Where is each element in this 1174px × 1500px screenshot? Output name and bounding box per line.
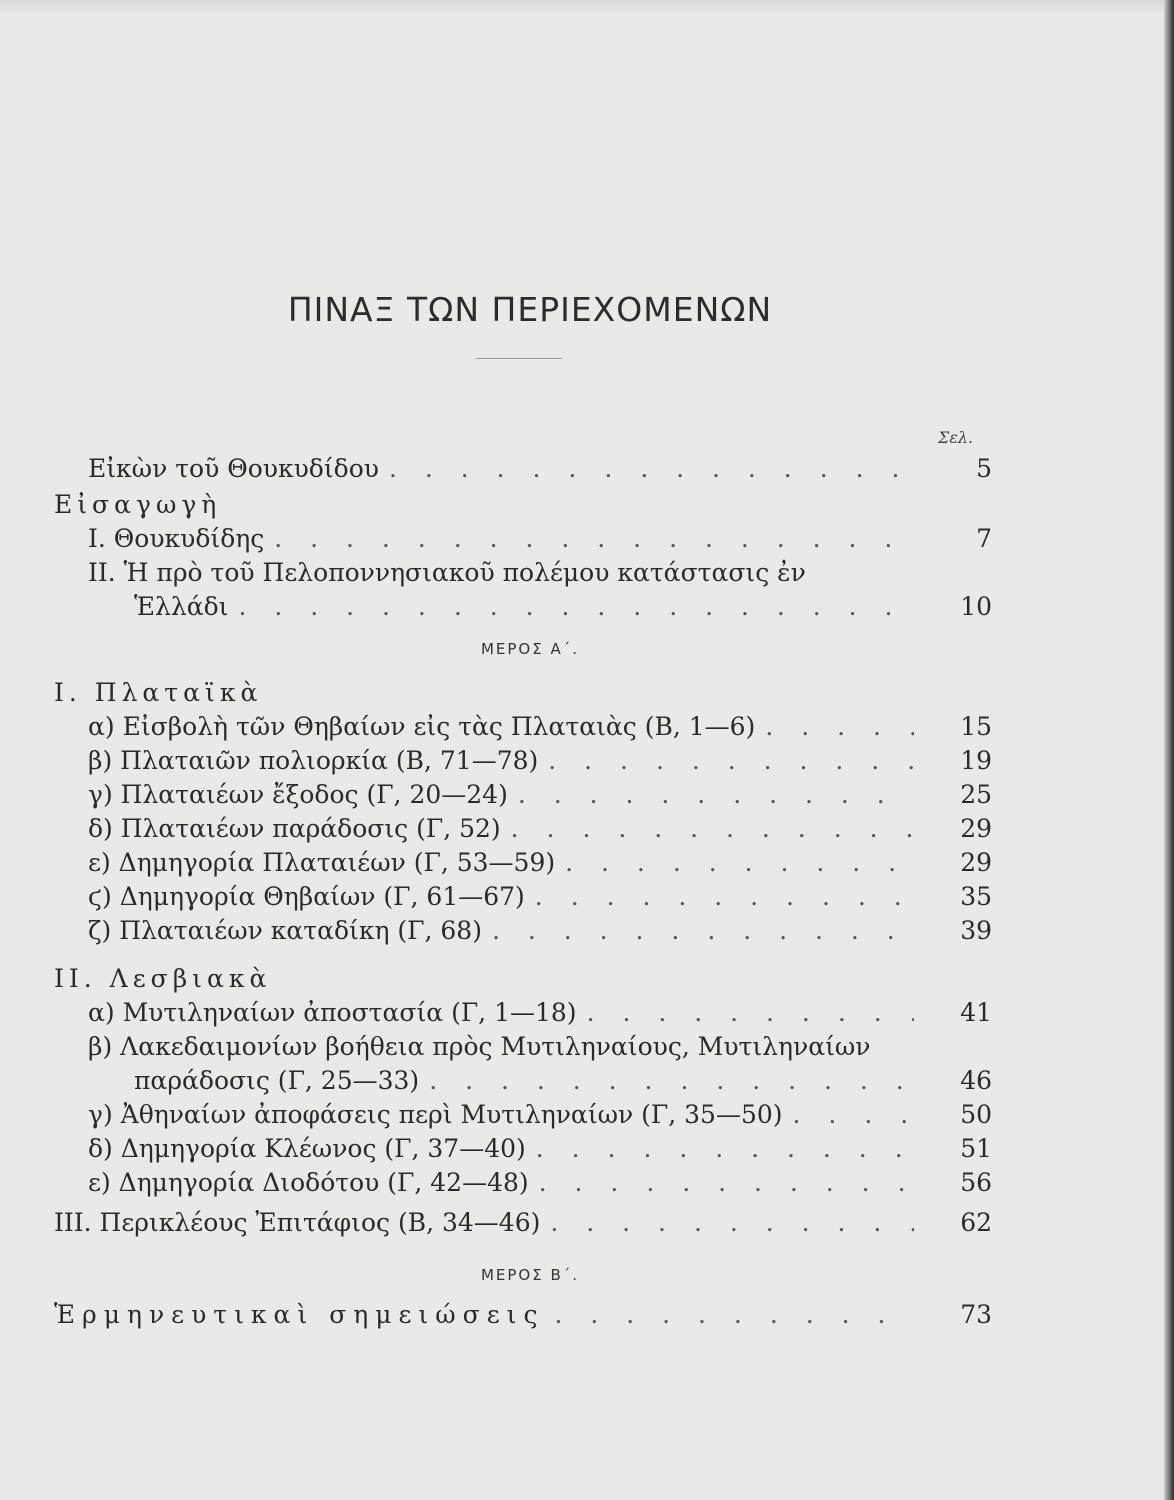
toc-entry-page: 73 bbox=[960, 1300, 992, 1329]
leader-dots bbox=[492, 914, 914, 948]
toc-section-label: III. Περικλέους Ἐπιτάφιος (Β, 34—46) bbox=[54, 1208, 541, 1237]
toc-entry-label: ζ) Πλαταιέων καταδίκη (Γ, 68) bbox=[88, 916, 482, 945]
toc-entry-label: β) Λακεδαιμονίων βοήθεια πρὸς Μυτιληναίους, Μυτιληναίων bbox=[88, 1032, 871, 1061]
toc-entry-page: 10 bbox=[960, 592, 992, 621]
toc-entry-label: α) Εἰσβολὴ τῶν Θηβαίων εἰς τὰς Πλαταιὰς (Β, 1—6) bbox=[88, 712, 756, 741]
page-column-label: Σελ. bbox=[938, 428, 974, 447]
leader-dots bbox=[587, 996, 914, 1030]
toc-section bbox=[54, 488, 221, 522]
toc-section-label: I. Πλαταϊκὰ bbox=[54, 678, 263, 707]
toc-entry-label: γ) Ἀθηναίων ἀποφάσεις περὶ Μυτιληναίων (Γ, 35—50) bbox=[88, 1100, 783, 1129]
toc-entry bbox=[88, 1030, 870, 1064]
toc-entry-label: δ) Πλαταιέων παράδοσις (Γ, 52) bbox=[88, 814, 501, 843]
toc-entry-label: παράδοσις (Γ, 25—33) bbox=[134, 1066, 420, 1095]
toc-section bbox=[54, 676, 262, 710]
toc-section-label: II. Λεσβιακὰ bbox=[54, 964, 272, 993]
toc-entry bbox=[88, 914, 914, 948]
toc-entry-continuation bbox=[134, 590, 914, 624]
toc-entry bbox=[88, 880, 914, 914]
leader-dots bbox=[565, 846, 914, 880]
toc-entry-page: 50 bbox=[960, 1100, 992, 1129]
leader-dots bbox=[518, 778, 914, 812]
page-top-shadow bbox=[0, 0, 1164, 14]
toc-entry-page: 39 bbox=[960, 916, 992, 945]
toc-entry-label: δ) Δημηγορία Κλέωνος (Γ, 37—40) bbox=[88, 1134, 526, 1163]
toc-entry-label: ϛ) Δημηγορία Θηβαίων (Γ, 61—67) bbox=[88, 882, 525, 911]
toc-entry bbox=[88, 1098, 914, 1132]
toc-entry bbox=[88, 846, 914, 880]
toc-section bbox=[54, 962, 271, 996]
toc-entry-page: 19 bbox=[960, 746, 992, 775]
leader-dots bbox=[554, 1298, 914, 1332]
toc-entry-label: I. Θουκυδίδης bbox=[88, 524, 265, 553]
leader-dots bbox=[793, 1098, 914, 1132]
part-heading-a: ΜΕΡΟΣ Α΄. bbox=[480, 640, 580, 658]
part-heading-b: ΜΕΡΟΣ Β΄. bbox=[480, 1266, 580, 1284]
toc-entry-label: ε) Δημηγορία Πλαταιέων (Γ, 53—59) bbox=[88, 848, 556, 877]
leader-dots bbox=[274, 522, 914, 556]
leader-dots bbox=[535, 880, 914, 914]
leader-dots bbox=[536, 1132, 914, 1166]
leader-dots bbox=[539, 1166, 914, 1200]
toc-entry-page: 41 bbox=[960, 998, 992, 1027]
toc-section bbox=[54, 1298, 914, 1332]
toc-entry-label: γ) Πλαταιέων ἔξοδος (Γ, 20—24) bbox=[88, 780, 508, 809]
toc-entry bbox=[88, 812, 914, 846]
toc-entry-page: 35 bbox=[960, 882, 992, 911]
toc-entry-page: 46 bbox=[960, 1066, 992, 1095]
toc-entry-page: 5 bbox=[976, 454, 992, 483]
leader-dots bbox=[765, 710, 914, 744]
toc-entry bbox=[88, 522, 914, 556]
toc-entry-label: α) Μυτιληναίων ἀποστασία (Γ, 1—18) bbox=[88, 998, 577, 1027]
title-divider bbox=[476, 358, 562, 359]
toc-entry bbox=[88, 556, 806, 590]
toc-entry bbox=[88, 1166, 914, 1200]
toc-entry-label: Εἰκὼν τοῦ Θουκυδίδου bbox=[88, 454, 379, 483]
toc-section bbox=[54, 1206, 914, 1240]
leader-dots bbox=[429, 1064, 914, 1098]
toc-entry bbox=[88, 452, 914, 486]
toc-section-label: Ἑρμηνευτικαὶ σημειώσεις bbox=[54, 1300, 545, 1329]
leader-dots bbox=[550, 1206, 914, 1240]
toc-entry bbox=[88, 710, 914, 744]
toc-entry-label: ε) Δημηγορία Διοδότου (Γ, 42—48) bbox=[88, 1168, 529, 1197]
toc-entry-label: β) Πλαταιῶν πολιορκία (Β, 71—78) bbox=[88, 746, 539, 775]
toc-entry-page: 29 bbox=[960, 814, 992, 843]
toc-entry bbox=[88, 1132, 914, 1166]
toc-entry-page: 51 bbox=[960, 1134, 992, 1163]
page-edge bbox=[1164, 0, 1174, 1500]
toc-entry-label: Ἑλλάδι bbox=[134, 592, 229, 621]
leader-dots bbox=[511, 812, 914, 846]
leader-dots bbox=[238, 590, 914, 624]
leader-dots bbox=[548, 744, 914, 778]
toc-entry bbox=[88, 744, 914, 778]
toc-entry-page: 29 bbox=[960, 848, 992, 877]
toc-entry-page: 15 bbox=[960, 712, 992, 741]
toc-entry-page: 56 bbox=[960, 1168, 992, 1197]
page-title: ΠΙΝΑΞ ΤΩΝ ΠΕΡΙΕΧΟΜΕΝΩΝ bbox=[287, 290, 773, 329]
toc-entry bbox=[88, 996, 914, 1030]
toc-section-label: Εἰσαγωγὴ bbox=[54, 490, 222, 519]
toc-entry bbox=[88, 778, 914, 812]
toc-entry-page: 7 bbox=[976, 524, 992, 553]
leader-dots bbox=[389, 452, 914, 486]
toc-entry-continuation bbox=[134, 1064, 914, 1098]
toc-entry-page: 25 bbox=[960, 780, 992, 809]
toc-entry-page: 62 bbox=[960, 1208, 992, 1237]
toc-entry-label: II. Ἡ πρὸ τοῦ Πελοποννησιακοῦ πολέμου κατάστασις ἐν bbox=[88, 558, 806, 587]
